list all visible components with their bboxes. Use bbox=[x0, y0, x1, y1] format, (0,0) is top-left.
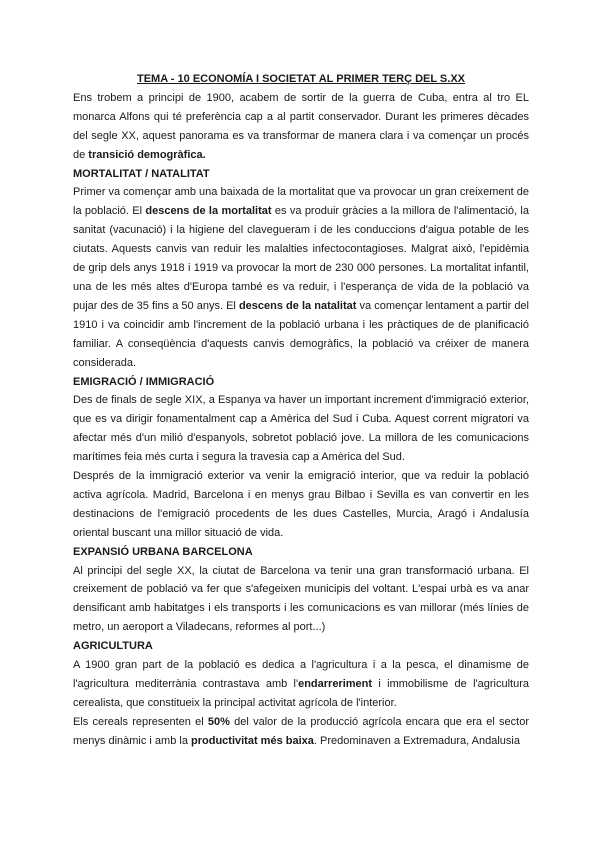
agricultura2-text-2: del valor de la producció agrícola encara que era el sector menys dinàmic i amb la bbox=[73, 715, 529, 747]
mortalitat-text-2: es va produir gràcies a la millora de l'alimentació, la sanitat (vacunació) i la higiene del clavegueram i de les conduccions d'aigua potable de les ciutats. Aquests canvis van reduir les malalties infectocontagioses. Malgrat això, l'epidèmia de grip dels anys 1918 i 1919 va provocar la mort de 230 000 persones. La mortalitat infantil, una de les més altes d'Europa també es va reduir, i l'esperança de vida de la població va pujar des de 35 fins a 50 anys. El bbox=[73, 205, 529, 312]
agricultura2-text-3: . Predominaven a Extremadura, Andalusia bbox=[313, 734, 520, 747]
heading-emigracio: EMIGRACIÓ / IMMIGRACIÓ bbox=[73, 375, 215, 388]
document-page bbox=[73, 70, 529, 751]
agricultura-text-2: i immobilisme de l'agricultura cerealista, que constitueix la principal activitat agrícola de l'interior. bbox=[73, 678, 529, 709]
mortalitat-paragraph bbox=[73, 183, 529, 372]
emigracio-paragraph-1: Des de finals de segle XIX, a Espanya va haver un important increment d'immigració exterior, que es va dirigir fonamentalment cap a Amèrica del Sud i Cuba. Aquest corrent migratori va afectar més d'un milió d'espanyols, sobretot població jove. La millora de les comunicacions marítimes feia més curta i segura la travesia cap a Amèrica del Sud. bbox=[73, 394, 529, 464]
intro-paragraph bbox=[73, 89, 529, 165]
heading-agricultura: AGRICULTURA bbox=[73, 640, 153, 653]
mortalitat-text-1: Primer va començar amb una baixada de la mortalitat que va provocar un gran creixement de la població. El bbox=[73, 186, 529, 218]
agricultura-paragraph-1 bbox=[73, 656, 529, 713]
agricultura2-text-1: Els cereals representen el bbox=[73, 715, 208, 728]
agricultura-text-1: A 1900 gran part de la població es dedica a l'agricultura i a la pesca, el dinamisme de l'agricultura mediterrània contrastava amb l' bbox=[73, 659, 529, 690]
agricultura-bold-1: endarreriment bbox=[298, 678, 373, 690]
mortalitat-text-3: va començar lentament a partir del 1910 i va coincidir amb l'increment de la població urbana i les pràctiques de de planificació familiar. A conseqüència d'aquests canvis demogràfics, la població va créixer de manera considerada. bbox=[73, 299, 529, 369]
expansio-paragraph: Al principi del segle XX, la ciutat de Barcelona va tenir una gran transformació urbana. El creixement de població va fer que s'afegeixen municipis del voltant. L'espai urbà es va anar densificant amb habitatges i els transports i les comunicacions es van millorar (més línies de metro, un aeroport a Viladecans, reformes al port...) bbox=[73, 564, 529, 634]
agricultura2-bold-1: 50% bbox=[207, 715, 230, 728]
emigracio-paragraph-2: Després de la immigració exterior va venir la emigració interior, que va reduir la població activa agrícola. Madrid, Barcelona i en menys grau Bilbao i Sevilla es van convertir en les destinacions de l'emigració procedents de les dues Castelles, Murcia, Aragó i Andalusía oriental buscant una millor situació de vida. bbox=[73, 470, 529, 539]
mortalitat-bold-2: descens de la natalitat bbox=[238, 299, 357, 312]
heading-mortalitat: MORTALITAT / NATALITAT bbox=[73, 167, 210, 180]
intro-text-1: Ens trobem a principi de 1900, acabem de sortir de la guerra de Cuba, entra al tro EL monarca Alfons qui té preferència cap a al partit conservador. Durant les primeres dècades del segle XX, aquest panorama es va transformar de manera clara i va començar un procés de bbox=[73, 91, 529, 161]
intro-bold-1: transició demogràfica. bbox=[88, 148, 206, 161]
heading-expansio: EXPANSIÓ URBANA BARCELONA bbox=[73, 545, 253, 558]
agricultura2-bold-2: productivitat més baixa bbox=[191, 734, 314, 747]
agricultura-paragraph-2 bbox=[73, 713, 529, 751]
document-title: TEMA - 10 ECONOMÍA I SOCIETAT AL PRIMER TERÇ DEL S.XX bbox=[137, 73, 465, 85]
mortalitat-bold-1: descens de la mortalitat bbox=[145, 205, 272, 218]
